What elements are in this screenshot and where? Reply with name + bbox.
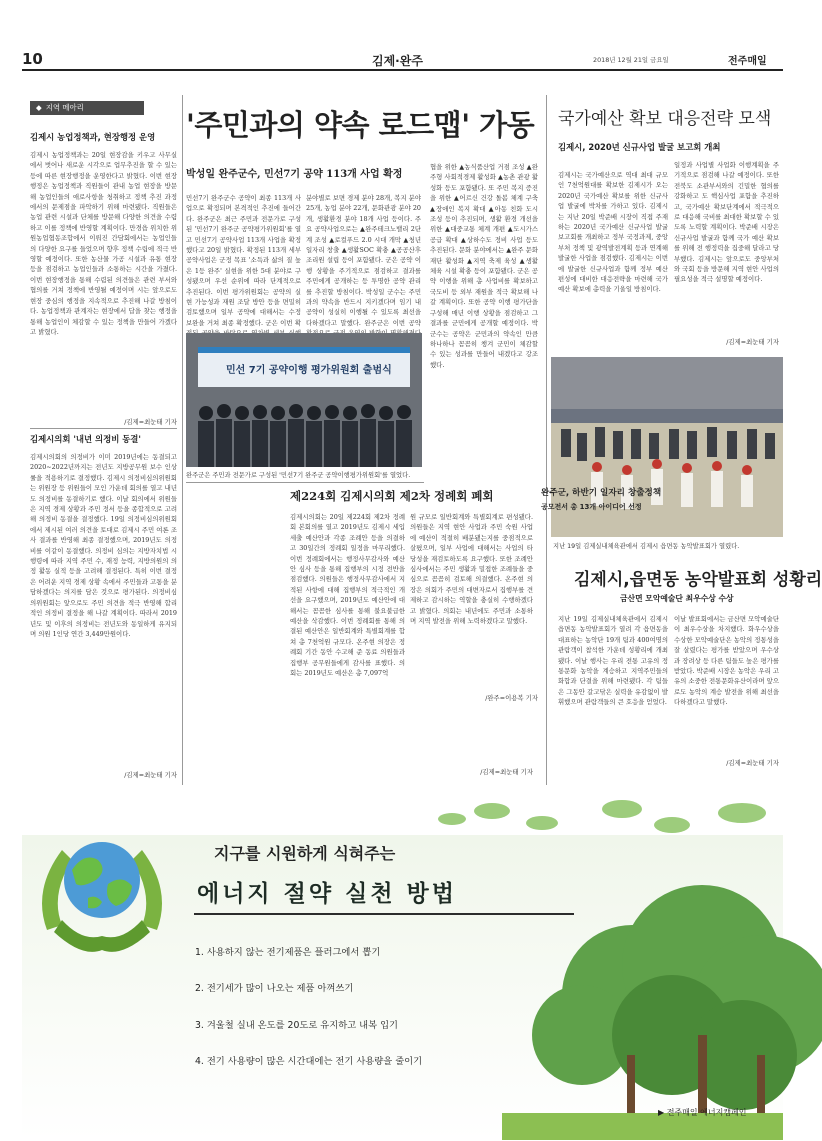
divider (186, 482, 424, 483)
budget-body-col2: 일정과 사업별 사업화 이행계획을 주기적으로 점검해 나갈 예정이다. 또한 전북도 소관부서와의 긴밀한 협의를 강화하고 도 핵심사업 포함을 추진하고, 국가예산 확보단계에서 적극적으로 대응해 국비를 최대한 확보할 수 있도록 노력할 계획이다. 박준배 시장은 신규사업 발굴과 함께 국가 예산 확보를 위해 전 행정력을 집중해 달라고 당부했다. 김제시는 앞으로도 중앙부처와 국회 등을 방문해 지역 현안 사업의 필요성을 적극 설명할 예정이다. (674, 161, 779, 284)
youth-headline: 완주군, 하반기 일자리 창출정책 (541, 488, 662, 498)
council-byline: /김제=최눈태 기자 (480, 768, 533, 776)
main-body-col3: 협을 위한 ▲농식품산업 거점 조성 ▲완주형 사회적경제 활성화 ▲농촌 관광 활성화 등도 포함됐다. 또 주민 복지 증진을 위한 ▲어르신 건강 돌봄 체계 구축 ▲장애인 복지 확대 ▲아동 친화 도시 조성 등이 추진되며, 생활 환경 개선을 위한 ▲대중교통 체계 개편 ▲도시가스 공급 확대 ▲상하수도 정비 사업 등도 추진된다. 문화 분야에서는 ▲완주 문화재단 활성화 ▲지역 축제 육성 ▲생활 체육 시설 확충 등이 포함됐다. 군은 공약 이행을 위해 총 사업비를 확보하고 국도비 등 외부 재원을 적극 확보해 나갈 계획이다. 또한 공약 이행 평가단을 구성해 매년 이행 상황을 점검하고 그 결과를 군민에게 공개할 예정이다. 박 군수는 공약은 군민과의 약속인 만큼 하나하나 꼼꼼히 챙겨 군민이 체감할 수 있는 성과를 만들어 내겠다고 강조했다. (430, 163, 538, 369)
energy-tip-2: 2. 전기세가 많이 나오는 제품 아껴쓰기 (195, 983, 354, 994)
sidebar-story1-headline: 김제시 농업정책과, 현장행정 운영 (30, 132, 156, 142)
budget-headline: 국가예산 확보 대응전략 모색 (558, 109, 772, 129)
region-badge (30, 101, 144, 115)
sidebar-story1-body: 김제시 농업정책과는 20일 현장감을 키우고 사무실에서 벗어나 새로운 시각으로 업무추진을 할 수 있는 등에 따른 현장행정을 운영한다고 밝혔다. 이번 현장행정은 농업정책과 직원들이 관내 농업 현장을 방문해 농업인들의 애로사항을 청취하고 정책 추진 과정에서의 문제점을 파악하기 위해 마련됐다. 직원들은 농업 관련 시설과 단체를 방문해 다양한 의견을 수렴하고 이를 정책에 반영할 계획이다. 만경읍 위치한 위원농업협동조합에서 이뤄진 간담회에서는 농업인들의 다양한 요구를 들었으며 향후 정책 수립에 적극 반영할 예정이다. 또한 농산물 가공 시설과 유통 현장 등을 점검하고 농업인들과 소통하는 시간을 가졌다. 이번 현장행정을 통해 수렴된 의견들은 관련 부서와 협의를 거쳐 정책에 반영될 예정이며 시는 앞으로도 현장 중심의 행정을 지속적으로 추진해 나갈 방침이다. 농업정책과 관계자는 현장에서 답을 찾는 행정을 통해 농업인이 체감할 수 있는 정책을 만들어 가겠다고 밝혔다. (30, 151, 177, 336)
ceremony-photo-art (186, 333, 422, 467)
section-title: 김제·완주 (372, 54, 423, 68)
main-body-col2: 분야별로 보면 경제 분야 28개, 복지 분야 25개, 농업 분야 22개, 문화관광 분야 20개, 생활환경 분야 18개 사업 등이다. 주요 공약사업으로는 ▲완주테크노밸리 2단계 조성 ▲로컬푸드 2.0 시대 개막 ▲청년 일자리 창출 ▲생활SOC 확충 ▲공공산후조리원 설립 등이 포함됐다. 군은 공약 이행 상황을 주기적으로 점검하고 결과를 주민에게 공개하는 등 투명한 공약 관리를 추진할 방침이다. 박성일 군수는 주민과의 약속을 반드시 지키겠다며 임기 내 공약이 성실히 이행될 수 있도록 최선을 다하겠다고 말했다. 완주군은 이번 공약 (306, 194, 421, 327)
energy-tip-4: 4. 전기 사용량이 많은 시간대에는 전기 사용량을 줄이기 (195, 1056, 423, 1067)
page-number: 10 (22, 50, 43, 68)
column-divider (182, 95, 183, 785)
agri-byline: /김제=최눈태 기자 (726, 759, 779, 767)
nongak-photo-caption: 지난 19일 김제실내체육관에서 김제시 읍면동 농악발표회가 열렸다. (553, 543, 740, 550)
banner-background-art (22, 795, 783, 1140)
banner-title-underline (194, 913, 574, 915)
energy-tip-1: 1. 사용하지 않는 전기제품은 플러그에서 뽑기 (195, 947, 381, 958)
ceremony-photo-caption: 완주군은 주민과 전문가로 구성된 '민선7기 완주군 공약이행평가위원회'를 열었다. (186, 472, 411, 479)
header-rule (22, 69, 783, 71)
budget-body-col1: 김제시는 국가예산으로 역대 최대 규모인 7천억원대를 확보한 김제시가 오는 2020년 국가예산 확보를 위한 신규사업 발굴에 박차를 가하고 있다. 김제시는 지난 20일 박준배 시장이 직접 주재하는 2020년 국가예산 신규사업 발굴 보고회를 개최하고 정부 국정과제, 중앙부처 정책 및 광역발전계획 등과 연계해 발굴한 사업을 점검했다. 김제시는 이번에 발굴한 신규사업과 함께 정부 예산 편성에 대비한 대응전략을 마련해 국가예산 확보에 총력을 기울일 방침이다. (558, 171, 668, 294)
region-badge-label: 지역 메아리 (45, 103, 84, 112)
banner-credit: ▶ 전주매일 에너지캠페인 (658, 1108, 747, 1117)
council-headline: 제224회 김제시의회 제2차 정례회 폐회 (290, 489, 494, 503)
energy-campaign-banner (22, 795, 783, 1140)
agri-headline: 김제시,읍면동 농악발표회 성황리 (574, 570, 822, 590)
sidebar-story2-headline: 김제시의회 '내년 의정비 동결' (30, 434, 141, 444)
sidebar-story2-body: 김제시의회의 의정비가 이미 2019년에는 동결되고 2020~2022년까지는 전년도 지방공무원 보수 인상률을 적용하기로 결정했다. 김제시 의정비심의위원회는 위원장 등 위원들이 모인 가운데 회의를 열고 내년도 의정비를 동결하기로 했다. 이날 회의에서 위원들은 지역 경제 상황과 주민 정서 등을 종합적으로 고려해 의정비 동결을 결정했다. 19일 의정비심의위원회에서 제시된 여러 의견을 토대로 김제시 주민 여론 조사 결과를 반영해 최종 결정했으며, 2019년도 의정비를 이같이 동결했다. 의정비 심의는 지방자치법 시행령에 따라 지역 주민 수, 재정 능력, 지방의원의 의정 활동 실적 등을 고려해 결정된다. 특히 이번 결정은 어려운 지역 경제 상황 속에서 주민들과 고통을 분담하겠다는 의지를 담은 것으로 평가된다. 의정비심의위원회는 앞으로도 주민 의견을 적극 반영해 합리적인 의정비 결정을 해 나갈 계획이다. 따라서 2019년도 및 이후의 의정비는 전년도와 동일하게 유지되며 의원 1인당 연간 3,449만원이다. (30, 453, 177, 638)
column-divider (546, 95, 547, 785)
budget-byline: /김제=최눈태 기자 (726, 338, 779, 346)
divider (30, 428, 177, 429)
agri-body-col2: 이날 발표회에서는 금산면 모악예술단이 최우수상을 차지했다. 화우수상을 수상한 모악예술단은 농악의 정통성을 잘 살렸다는 평가를 받았으며 우수상과 장려상 등 다른 팀들도 높은 평가를 받았다. 박준배 시장은 농악은 우리 고유의 소중한 전통문화유산이라며 앞으로도 농악의 계승 발전을 위해 최선을 다하겠다고 말했다. (674, 615, 779, 707)
agri-subheadline: 금산면 모악예술단 최우수상 수상 (620, 594, 734, 603)
main-body-col1: 민선7기 완주군수 공약이 최종 113개 사업으로 확정되며 본격적인 추진에 들어간다. 완주군은 최근 주민과 전문가로 구성된 '민선7기 완주군 공약평가위원회'를 열고 민선7기 공약사업 113개 사업을 확정했다고 20일 밝혔다. 확정된 113개 세부공약사업은 군정 목표 '소득과 삶의 질 높은 1등 완주' 실현을 위한 5대 분야로 구성됐으며 우선 순위에 따라 단계적으로 추진된다. 이번 평가위원회는 공약의 실현 가능성과 재원 조달 방안 등을 면밀히 검토했으며 일부 공약에 대해서는 수정 보완을 거쳐 최종 확정했다. 군은 이번 확 (186, 194, 301, 327)
budget-subheadline: 김제시, 2020년 신규사업 발굴 보고회 개최 (558, 142, 721, 152)
banner-title-line2: 에너지 절약 실천 방법 (197, 881, 457, 907)
issue-date: 2018년 12월 21일 금요일 (593, 56, 669, 64)
ceremony-banner-text: 민선 7기 공약이행 평가위원회 출범식 (226, 365, 392, 376)
paper-name: 전주매일 (728, 56, 767, 67)
agri-body-col1: 지난 19일 김제실내체육관에서 김제시 읍면동 농악발표회가 열려 각 읍면동을 대표하는 농악단 19개 팀과 400여명의 관람객이 참석한 가운데 성황리에 개최됐다. 이날 행사는 우리 전통 고유의 정통문화 농악을 계승하고 지역주민들의 화합과 단결을 위해 마련됐다. 각 팀들은 그동안 갈고닦은 실력을 유감없이 발휘했으며 관람객들의 큰 호응을 얻었다. (558, 615, 668, 707)
energy-tip-3: 3. 겨울철 실내 온도를 20도로 유지하고 내복 입기 (195, 1020, 399, 1031)
sidebar-story2-byline: /김제=최눈태 기자 (124, 771, 177, 779)
youth-subheadline: 공모전서 총 13개 아이디어 선정 (541, 503, 642, 511)
banner-title-line1: 지구를 시원하게 식혀주는 (214, 844, 396, 863)
main-headline: '주민과의 약속 로드맵' 가동 (186, 108, 535, 142)
ceremony-photo (186, 333, 422, 467)
bullet-icon: ◆ (36, 103, 42, 112)
sidebar-story1-byline: /김제=최눈태 기자 (124, 418, 177, 426)
main-byline: /완주=이용복 기자 (485, 694, 538, 702)
council-body-col2: 원 규모로 일반회계와 특별회계로 편성됐다. 의원들은 지역 현안 사업과 주민 숙원 사업에 예산이 적절히 배분됐는지를 중점적으로 살폈으며, 일부 사업에 대해서는 사업의 타당성을 재검토하도록 요구했다. 또한 조례안 심사에서는 주민 생활과 밀접한 조례들을 중심으로 꼼꼼히 검토해 의결했다. 온주현 의장은 의회가 주민의 대변자로서 집행부를 견제하고 감시하는 역할을 충실히 수행하겠다고 밝혔다. 의회는 내년에도 주민과 소통하며 지역 발전을 위해 노력하겠다고 말했다. (410, 513, 533, 626)
council-body-col1: 김제시의회는 20일 제224회 제2차 정례회 본회의를 열고 2019년도 김제시 세입세출 예산안과 각종 조례안 등을 의결하고 30일간의 정례회 일정을 마무리했다. 이번 정례회에서는 행정사무감사와 예산안 심사 등을 통해 집행부의 시정 전반을 점검했다. 의원들은 행정사무감사에서 지적된 사항에 대해 집행부의 적극적인 개선을 요구했으며, 2019년도 예산안에 대해서는 꼼꼼한 심사를 통해 불요불급한 예산을 삭감했다. 이번 정례회를 통해 의결된 예산안은 일반회계와 특별회계를 합쳐 총 7천억원 규모다. 온주현 의장은 정례회 기간 동안 수고해 준 동료 의원들과 집행부 공무원들에게 감사를 표했다. 의회는 2019년도 예산은 총 7,097억 (290, 513, 405, 678)
main-subheadline: 박성일 완주군수, 민선7기 공약 113개 사업 확정 (186, 169, 403, 180)
